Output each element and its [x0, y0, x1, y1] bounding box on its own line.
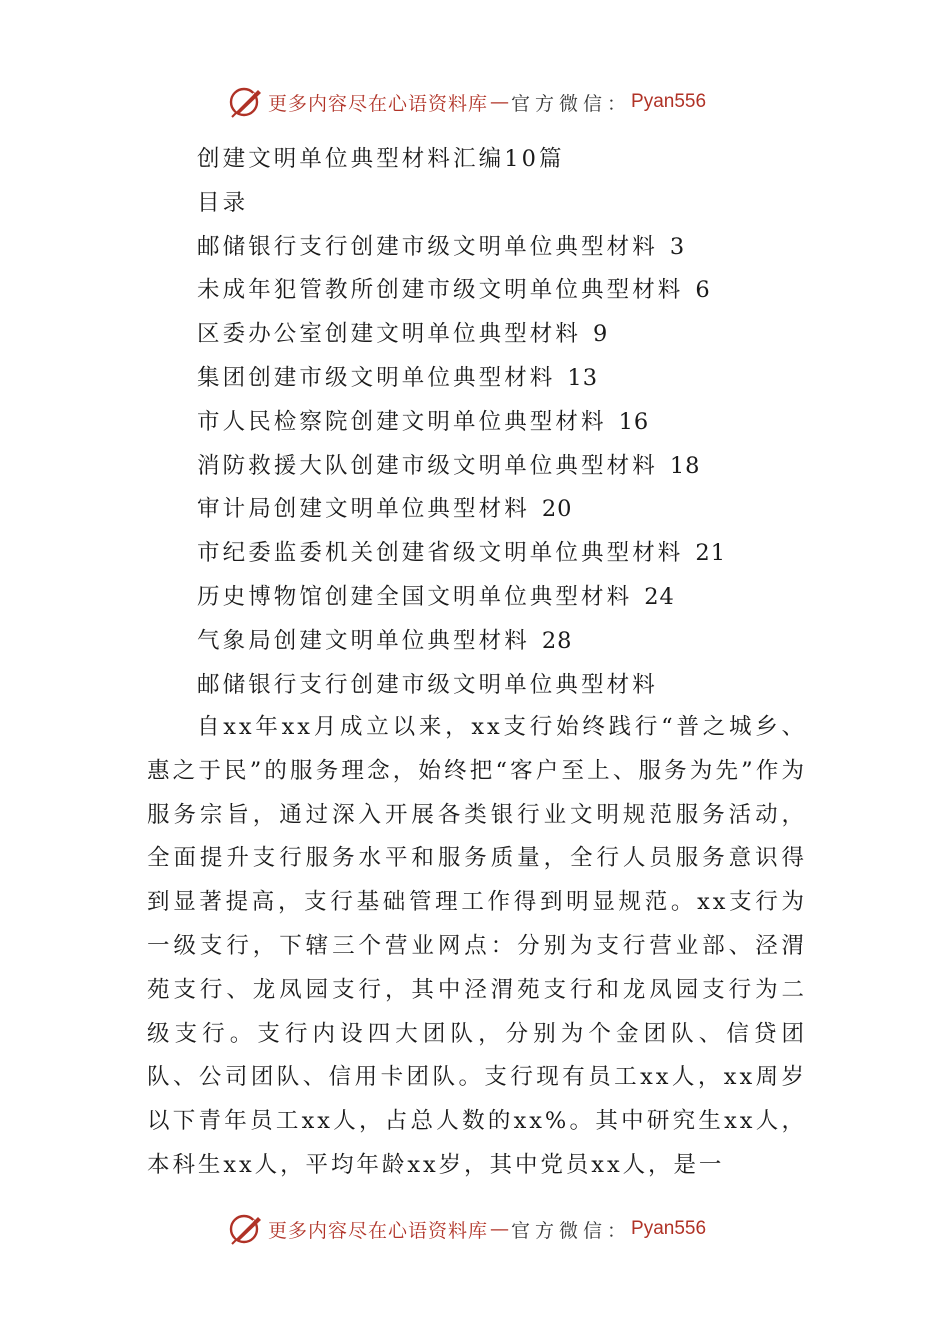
toc-entry-page: 18: [669, 452, 701, 479]
header-watermark-banner: [228, 82, 706, 122]
toc-entry-text: 区委办公室创建文明单位典型材料: [197, 321, 582, 348]
toc-entry-text: 市人民检察院创建文明单位典型材料: [197, 408, 607, 435]
toc-entry[interactable]: [197, 226, 726, 270]
toc-entry-text: 集团创建市级文明单位典型材料: [197, 364, 556, 391]
toc-entry[interactable]: [197, 532, 726, 576]
toc-entry-page: 3: [669, 233, 686, 260]
banner-separator: —: [490, 91, 510, 113]
feather-pen-logo-icon: [228, 84, 264, 120]
toc-entry[interactable]: [197, 357, 726, 401]
toc-entry-page: 24: [644, 583, 675, 610]
toc-entry-page: 28: [541, 627, 573, 654]
toc-entry-page: 13: [567, 364, 599, 391]
toc-entry-page: 21: [695, 540, 727, 567]
body-text: [147, 706, 807, 1188]
toc-entry[interactable]: [197, 401, 726, 445]
section-title: 邮储银行支行创建市级文明单位典型材料: [197, 671, 658, 698]
banner-brand-text: 更多内容尽在心语资料库: [268, 92, 489, 115]
toc-entry-text: 气象局创建文明单位典型材料: [197, 627, 530, 654]
feather-pen-logo-icon: [228, 1211, 264, 1247]
document-title: 创建文明单位典型材料汇编10篇: [197, 146, 565, 172]
banner-separator: —: [490, 1218, 510, 1240]
banner-wechat-id: Pyan556: [631, 1218, 707, 1239]
footer-watermark-banner: [228, 1209, 706, 1249]
toc-heading: 目录: [197, 189, 249, 216]
banner-brand-text: 更多内容尽在心语资料库: [268, 1219, 489, 1242]
body-paragraph: 自xx年xx月成立以来，xx支行始终践行“普之城乡、惠之于民”的服务理念，始终把“客户至上、服务为先”作为服务宗旨，通过深入开展各类银行业文明规范服务活动，全面提升支行服务水平和服务质量，全行人员服务意识得到显著提高，支行基础管理工作得到明显规范。xx支行为一级支行，下辖三个营业网点：分别为支行营业部、泾渭苑支行、龙凤园支行，其中泾渭苑支行和龙凤园支行为二级支行。支行内设四大团队，分别为个金团队、信贷团队、公司团队、信用卡团队。支行现有员工xx人，xx周岁以下青年员工xx人，占总人数的xx%。其中研究生xx人，本科生xx人，平均年龄xx岁，其中党员xx人，是一: [147, 714, 807, 1178]
toc-entry[interactable]: [197, 488, 726, 532]
toc-entry-text: 审计局创建文明单位典型材料: [197, 496, 530, 523]
banner-label: 官方微信：: [511, 92, 632, 115]
toc-entry-page: 6: [695, 277, 711, 304]
toc-entry[interactable]: [197, 620, 726, 664]
toc-entry-page: 9: [593, 321, 609, 348]
toc-entry-page: 20: [541, 496, 573, 523]
toc-entry-text: 邮储银行支行创建市级文明单位典型材料: [197, 233, 658, 260]
toc-entry[interactable]: [197, 313, 726, 357]
toc-entry[interactable]: [197, 269, 726, 313]
toc-entry-text: 历史博物馆创建全国文明单位典型材料: [197, 583, 633, 610]
toc-entry-text: 消防救援大队创建市级文明单位典型材料: [197, 452, 658, 479]
banner-wechat-id: Pyan556: [631, 91, 707, 112]
table-of-contents: [197, 138, 726, 707]
banner-label: 官方微信：: [511, 1219, 632, 1242]
toc-entry[interactable]: [197, 576, 726, 620]
toc-entry-page: 16: [618, 408, 650, 435]
toc-entry[interactable]: [197, 445, 726, 489]
toc-entry-text: 市纪委监委机关创建省级文明单位典型材料: [197, 540, 684, 567]
toc-entry-text: 未成年犯管教所创建市级文明单位典型材料: [197, 277, 684, 304]
